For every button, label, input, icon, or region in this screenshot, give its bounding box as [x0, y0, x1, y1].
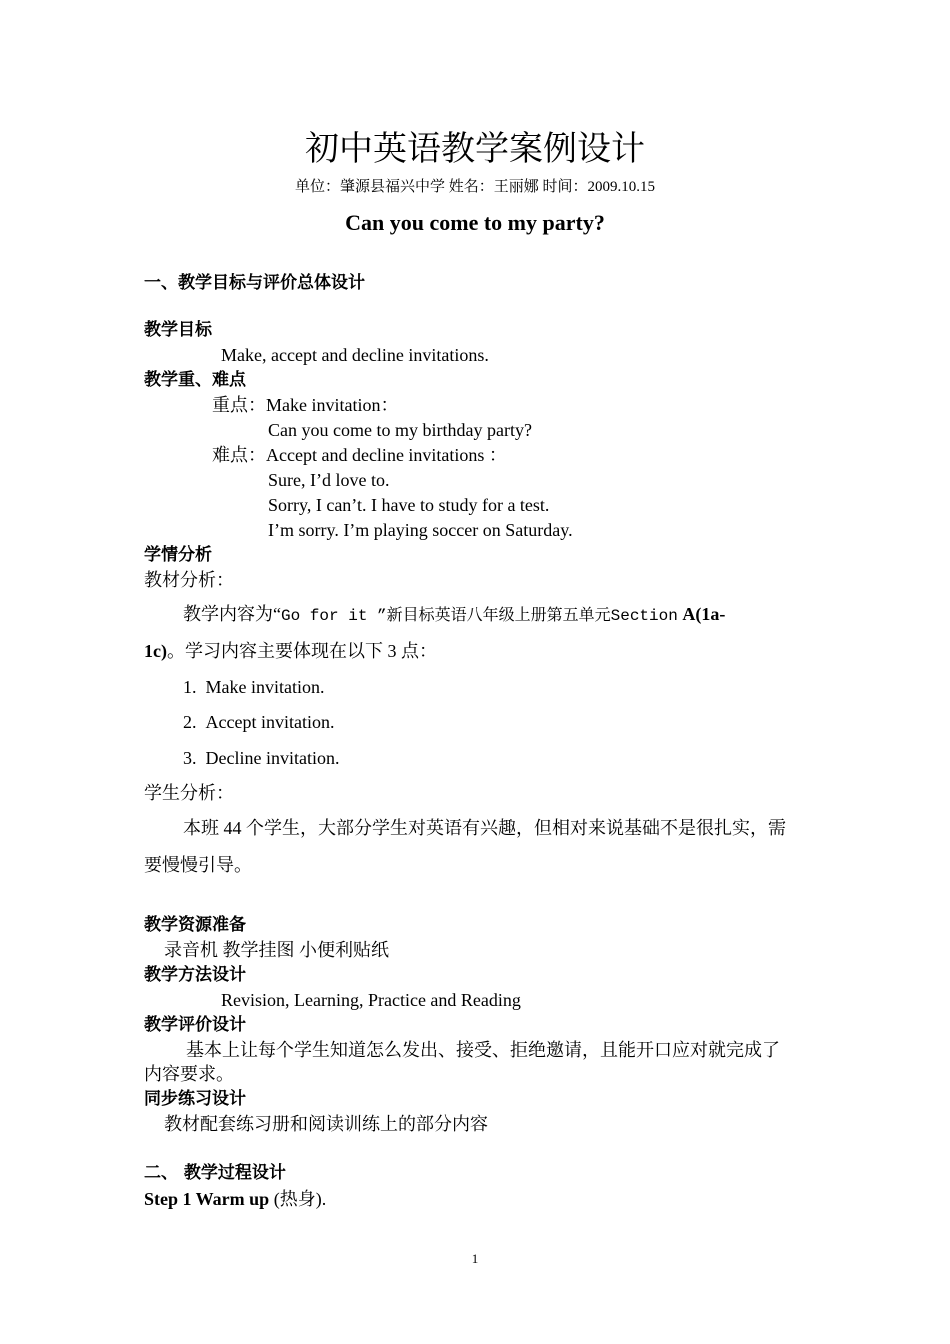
author-meta-line: 单位：肇源县福兴中学 姓名：王丽娜 时间：2009.10.15: [294, 179, 655, 195]
list-item: [183, 676, 324, 698]
material-text-bold: A(1a-: [682, 604, 726, 624]
material-text-bold-cont: 1c): [144, 641, 167, 661]
material-analysis-label: 教材分析：: [144, 570, 234, 590]
section2-heading: 二、 教学过程设计: [144, 1163, 286, 1183]
material-text-start: 教学内容为“: [183, 604, 281, 624]
material-text-rest: 。学习内容主要体现在以下 3 点：: [166, 641, 437, 661]
list-number: 2.: [183, 712, 197, 732]
list-text: Accept invitation.: [205, 712, 335, 732]
difficult-example: Sorry, I can’t. I have to study for a test.: [268, 495, 550, 515]
resources-heading: 教学资源准备: [144, 915, 246, 935]
student-analysis-label: 学生分析：: [144, 783, 234, 803]
document-title: 初中英语教学案例设计: [305, 131, 645, 168]
list-item: [183, 747, 339, 769]
list-item: [183, 711, 334, 733]
lesson-subtitle: Can you come to my party?: [345, 210, 605, 235]
list-text: Make invitation.: [205, 677, 325, 697]
student-paragraph-line2: 要慢慢引导。: [144, 855, 252, 875]
material-text-mono: Go for it ”新目标英语八年级上册第五单元Section: [281, 607, 678, 625]
material-paragraph-line1: [183, 603, 725, 627]
evaluation-heading: 教学评价设计: [144, 1015, 246, 1035]
difficult-point-label: 难点：: [212, 445, 266, 465]
step1-subtitle: (热身).: [269, 1189, 327, 1209]
difficult-point-line: [212, 444, 507, 466]
objectives-heading: 教学目标: [144, 320, 212, 340]
methods-heading: 教学方法设计: [144, 965, 246, 985]
step1-title: Step 1 Warm up: [144, 1189, 270, 1209]
page-number: 1: [471, 1251, 479, 1266]
key-points-heading: 教学重、难点: [144, 370, 246, 390]
student-paragraph-line1: 本班 44 个学生，大部分学生对英语有兴趣，但相对来说基础不是很扎实，需: [183, 818, 786, 838]
section1-heading: 一、教学目标与评价总体设计: [144, 273, 365, 293]
practice-text: 教材配套练习册和阅读训练上的部分内容: [164, 1114, 488, 1134]
list-text: Decline invitation.: [205, 748, 340, 768]
objectives-text: Make, accept and decline invitations.: [221, 345, 489, 365]
analysis-heading: 学情分析: [144, 545, 212, 565]
practice-heading: 同步练习设计: [144, 1089, 246, 1109]
material-paragraph-line2: [144, 640, 437, 662]
evaluation-text-line1: 基本上让每个学生知道怎么发出、接受、拒绝邀请，且能开口应对就完成了: [186, 1040, 780, 1060]
difficult-point-text: Accept and decline invitations ：: [266, 445, 507, 465]
key-point-line: [212, 394, 398, 416]
key-point-label: 重点：: [212, 395, 266, 415]
key-point-example: Can you come to my birthday party?: [268, 420, 532, 440]
resources-text: 录音机 教学挂图 小便利贴纸: [164, 940, 389, 960]
evaluation-text-line2: 内容要求。: [144, 1064, 234, 1084]
list-number: 1.: [183, 677, 197, 697]
list-number: 3.: [183, 748, 197, 768]
step1-line: [144, 1188, 326, 1210]
difficult-example: I’m sorry. I’m playing soccer on Saturday.: [268, 520, 573, 540]
key-point-text: Make invitation：: [266, 395, 399, 415]
difficult-example: Sure, I’d love to.: [268, 470, 390, 490]
methods-text: Revision, Learning, Practice and Reading: [221, 990, 521, 1010]
